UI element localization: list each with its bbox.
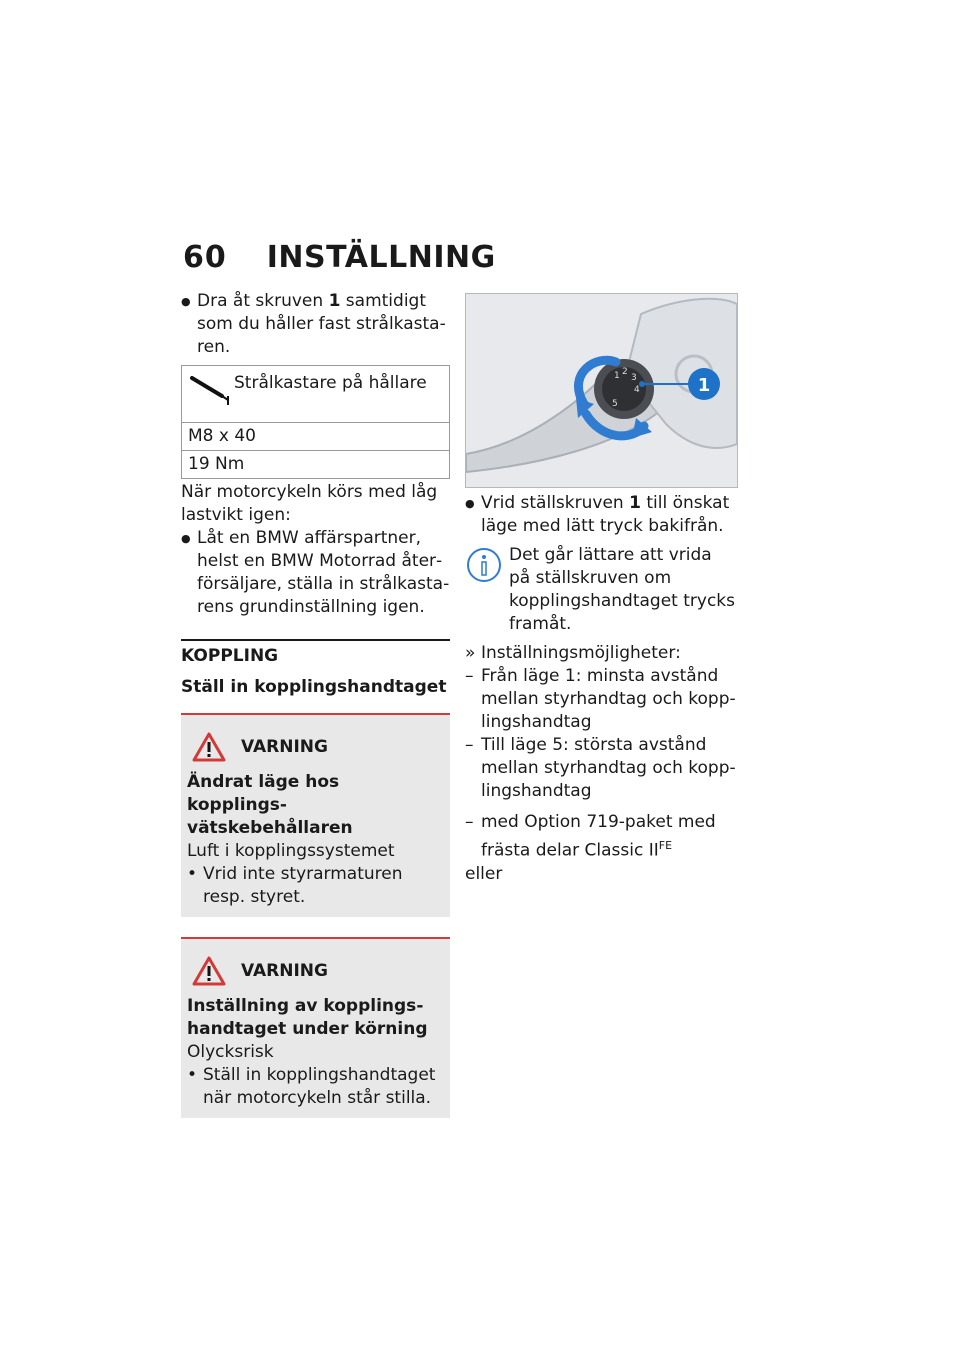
step-tighten-screw: ● Dra åt skruven 1 samtidigt som du håller fast strålkastaren.: [181, 290, 450, 359]
headlight-bracket-icon: [188, 372, 232, 406]
section-title: KOPPLING: [181, 646, 279, 666]
dial-mark: 5: [612, 399, 618, 409]
option-item: – Från läge 1: minsta avstånd mellan styrhandtag och kopplingshandtag: [465, 665, 738, 734]
torque-table: [181, 365, 450, 479]
warning-heading: [187, 727, 444, 767]
dial-mark: 3: [631, 373, 637, 383]
figure-callout: 1: [697, 375, 711, 396]
left-column: [181, 290, 450, 1118]
step-headlight-reset: ● Låt en BMW affärspartner, helst en BMW Motorrad återförsäljare, ställa in strålkastarens grundinställning igen.: [181, 527, 450, 619]
warning-triangle-icon: [191, 955, 227, 987]
torque-table-header: [182, 366, 450, 423]
option-item: – Till läge 5: största avstånd mellan styrhandtag och kopplingshandtag: [465, 734, 738, 803]
subsection-title: Ställ in kopplingshandtaget: [181, 677, 447, 697]
clutch-lever-figure: [465, 293, 738, 488]
info-note: [465, 544, 738, 636]
warning-heading: [187, 951, 444, 991]
page-title: INSTÄLLNING: [266, 240, 496, 275]
dial-mark: 2: [622, 367, 628, 377]
warning-action: • Vrid inte styrarmaturen resp. styret.: [187, 863, 444, 909]
dial-mark: 1: [614, 371, 620, 381]
option-tail: eller: [465, 863, 503, 884]
warning-box-1: [181, 713, 450, 917]
section-divider: [181, 639, 450, 699]
torque-table-size: M8 x 40: [182, 423, 450, 451]
torque-table-label: Strålkastare på hållare: [234, 373, 427, 393]
step-turn-adjuster: ● Vrid ställskruven 1 till önskat läge med lätt tryck bakifrån.: [465, 492, 738, 538]
page-header: [183, 240, 496, 275]
dial-mark: 4: [634, 385, 640, 395]
low-load-text: När motorcykeln körs med låg lastvikt igen:: [181, 482, 438, 525]
warning-box-2: [181, 937, 450, 1118]
clutch-lever-illustration: [466, 294, 737, 487]
warning-risk: Luft i kopplingssystemet: [187, 841, 395, 861]
warning-title: Ändrat läge hos kopplingsvätskebehållaren: [187, 772, 353, 838]
warning-action: • Ställ in kopplingshandtaget när motorcykeln står stilla.: [187, 1064, 444, 1110]
warning-label: VARNING: [241, 960, 328, 981]
warning-label: VARNING: [241, 736, 328, 757]
right-column: [465, 293, 738, 886]
torque-table-value: 19 Nm: [182, 451, 450, 479]
warning-triangle-icon: [191, 731, 227, 763]
page-number: 60: [183, 240, 227, 275]
options-intro: » Inställningsmöjligheter:: [465, 642, 738, 665]
warning-risk: Olycksrisk: [187, 1042, 274, 1062]
info-text: Det går lättare att vrida på ställskruven om kopplingshandtaget trycks framåt.: [509, 545, 736, 634]
option-item: – med Option 719-paket med frästa delar Classic $II^{FE}$: [465, 811, 738, 863]
info-icon: [465, 546, 503, 584]
warning-title: Inställning av kopplingshandtaget under körning: [187, 996, 428, 1039]
